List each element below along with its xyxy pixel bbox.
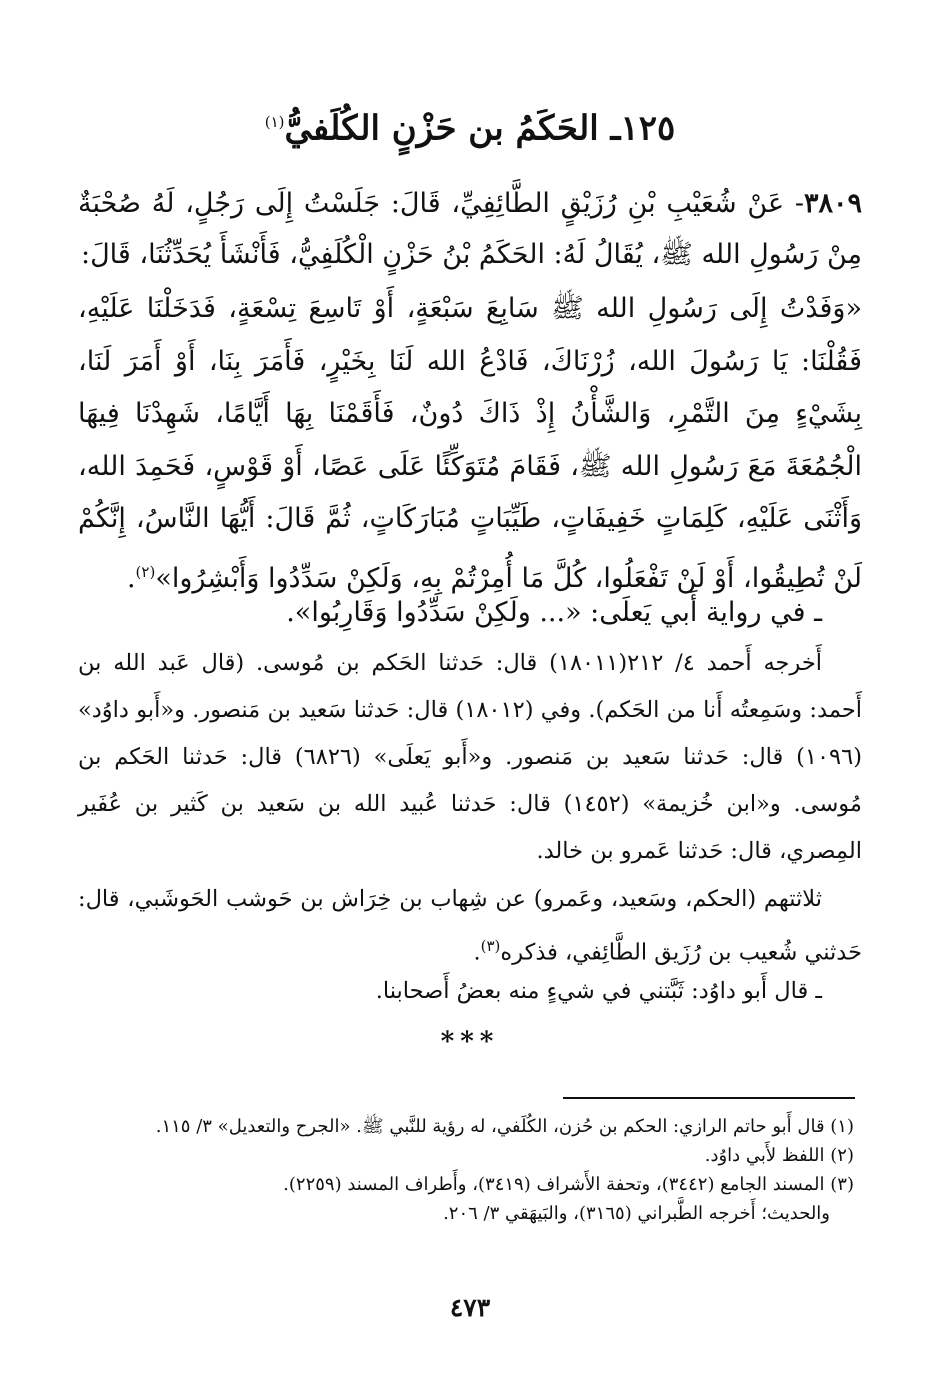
hadith-number: ٣٨٠٩: [803, 188, 862, 219]
footnote-3-continued: والحديث؛ أَخرجه الطَّبراني (٣١٦٥)، والبَيهَقي ٣/ ٢٠٦.: [443, 1203, 830, 1224]
chain-end: .: [473, 939, 481, 966]
chapter-title: [80, 92, 860, 158]
matn-end: .: [126, 562, 136, 594]
hadith-matn-text: «وَفَدْتُ إِلَى رَسُولِ الله ﷺ سَابِعَ سَبْعَةٍ، أَوْ تَاسِعَ تِسْعَةٍ، فَدَخَلْنَا عَلَيْهِ، فَقُلْنَا: يَا رَسُولَ الله، زُرْنَاكَ، فَادْعُ الله لَنَا بِخَيْرٍ، فَأَمَرَ بِنَا، أَوْ أَمَرَ لَنَا، بِشَيْءٍ مِنَ التَّمْرِ، وَالشَّأْنُ إِذْ ذَاكَ دُونٌ، فَأَقَمْنَا بِهَا أَيَّامًا، شَهِدْنَا فِيهَا الْجُمُعَةَ مَعَ رَسُولِ الله ﷺ، فَقَامَ مُتَوَكِّئًا عَلَى عَصًا، أَوْ قَوْسٍ، فَحَمِدَ الله، وَأَثْنَى عَلَيْهِ، كَلِمَاتٍ خَفِيفَاتٍ، طَيِّبَاتٍ مُبَارَكَاتٍ، ثُمَّ قَالَ: أَيُّهَا النَّاسُ، إِنَّكُمْ لَنْ تُطِيقُوا، أَوْ لَنْ تَفْعَلُوا، كُلَّ مَا أُمِرْتُمْ بِهِ، وَلَكِنْ سَدِّدُوا وَأَبْشِرُوا»: [78, 293, 862, 594]
riwaya-note: [78, 590, 862, 636]
footnote-2: (٢) اللفظ لأَبي داوُد.: [704, 1145, 854, 1166]
abu-dawud-note: [78, 968, 862, 1015]
footnote-1: (١) قال أَبو حاتم الرازي: الحكم بن حُزن، الكُلَفي، له رؤية للنَّبي ﷺ. «الجرح والتعديل» ٣/ ١١٥.: [155, 1116, 854, 1137]
riwaya-text: ـ في رواية أَبي يَعلَى: «... ولَكِنْ سَدِّدُوا وَقَارِبُوا».: [286, 597, 822, 628]
chain-text: ثلاثتهم (الحكم، وسَعيد، وعَمرو) عن شِهاب بن خِرَاش بن حَوشب الحَوشَبي، قال: حَدثني شُعيب بن رُزَيق الطَّائِفي، فذكره: [78, 886, 862, 966]
title-footnote-ref: (١): [264, 113, 285, 131]
footnotes: [78, 1112, 862, 1228]
chain-paragraph: [78, 876, 862, 977]
takhrij-paragraph: [78, 640, 862, 875]
hadith-matn: [78, 283, 862, 605]
chapter-title-text: ١٢٥ـ الحَكَمُ بن حَزْنٍ الكُلَفيُّ: [284, 108, 676, 149]
hadith-isnad-text: - عَنْ شُعَيْبِ بْنِ رُزَيْقٍ الطَّائِفِيِّ، قَالَ: جَلَسْتُ إِلَى رَجُلٍ، لَهُ صُحْبَةٌ مِنْ رَسُولِ الله ﷺ، يُقَالُ لَهُ: الحَكَمُ بْنُ حَزْنٍ الْكُلَفِيُّ، فَأَنْشَأَ يُحَدِّثُنَا، قَالَ:: [78, 188, 862, 270]
section-separator: ***: [440, 1027, 500, 1057]
page-number: ٤٧٣: [449, 1293, 491, 1322]
hadith-isnad: [78, 178, 862, 280]
takhrij-text: أَخرجه أَحمد ٤/ ٢١٢(١٨٠١١) قال: حَدثنا الحَكم بن مُوسى. (قال عَبد الله بن أَحمد: وسَمِعتُه أَنا من الحَكم). وفي (١٨٠١٢) قال: حَدثنا سَعيد بن مَنصور. و«أَبو داوُد» (١٠٩٦) قال: حَدثنا سَعيد بن مَنصور. و«أَبو يَعلَى» (٦٨٢٦) قال: حَدثنا الحَكم بن مُوسى. و«ابن خُزيمة» (١٤٥٢) قال: حَدثنا عُبيد الله بن سَعيد بن كَثير بن عُفَير المِصري، قال: حَدثنا عَمرو بن خالد.: [78, 650, 862, 864]
chain-footnote-ref: (٣): [480, 937, 501, 955]
matn-footnote-ref: (٢): [135, 562, 156, 581]
footnote-divider: [563, 1097, 855, 1099]
footnote-3: (٣) المسند الجامع (٣٤٤٢)، وتحفة الأَشراف (٣٤١٩)، وأَطراف المسند (٢٢٥٩).: [283, 1174, 854, 1195]
abu-dawud-text: ـ قال أَبو داوُد: ثَبَّتني في شيءٍ منه بعضُ أَصحابنا.: [375, 978, 822, 1004]
